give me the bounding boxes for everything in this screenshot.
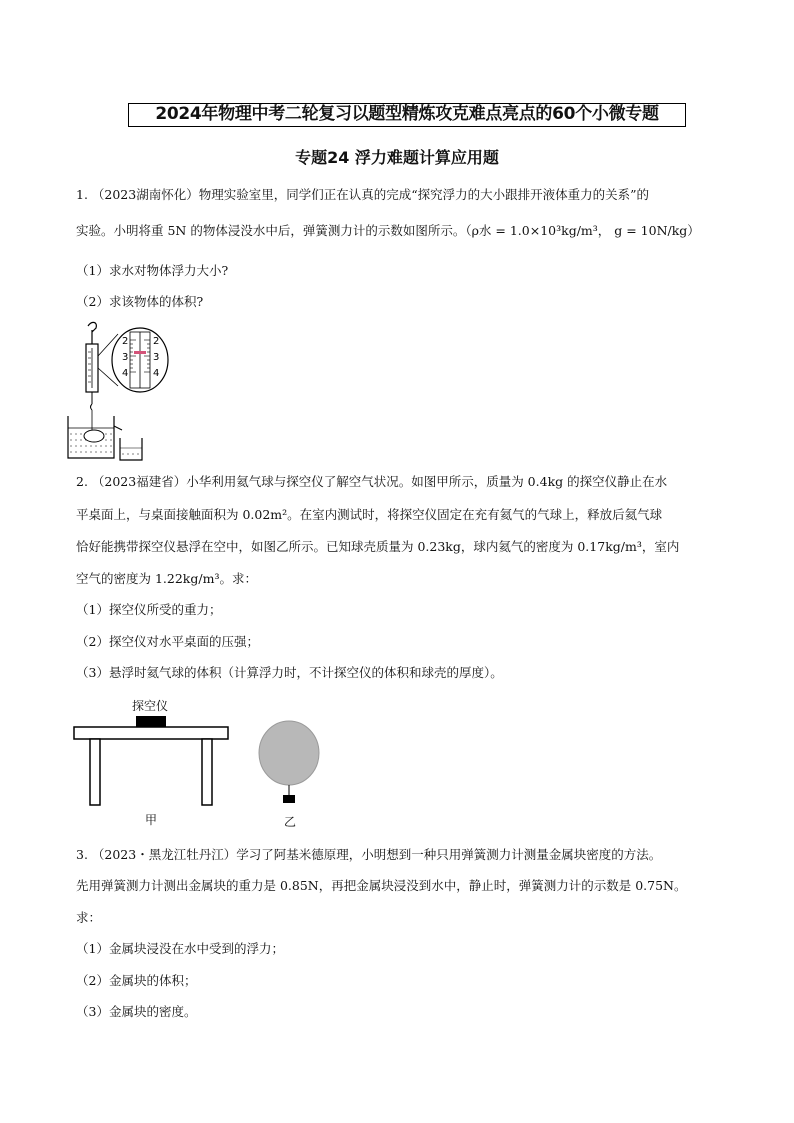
label-yi: 乙: [284, 815, 297, 829]
tick-left-2: 2: [122, 336, 129, 347]
tick-right-4: 4: [153, 368, 160, 379]
label-jia: 甲: [145, 813, 158, 827]
q1-stem-line1: 1. （2023湖南怀化）物理实验室里，同学们正在认真的完成“探究浮力的大小跟排开液体重力的关系”的: [76, 187, 649, 202]
q3-sub3: （3）金属块的密度。: [76, 1004, 197, 1019]
catch-beaker: [120, 438, 142, 460]
series-title: 2024年物理中考二轮复习以题型精炼攻克难点亮点的60个小微专题: [128, 103, 686, 127]
q3-stem-line3: 求：: [76, 910, 102, 925]
q3-stem-line2: 先用弹簧测力计测出金属块的重力是 0.85N，再把金属块浸没到水中，静止时，弹簧测力计的示数是 0.75N。: [76, 878, 687, 893]
q1-figure-spring-scale: [62, 320, 182, 465]
q2-sub1: （1）探空仪所受的重力；: [76, 602, 222, 617]
q3-sub1: （1）金属块浸没在水中受到的浮力；: [76, 941, 284, 956]
q2-stem-line4: 空气的密度为 1.22kg/m³。求：: [76, 571, 257, 586]
q1-sub1: （1）求水对物体浮力大小?: [76, 263, 229, 278]
submerged-object: [84, 430, 104, 442]
q3-stem-line1: 3. （2023・黑龙江牡丹江）学习了阿基米德原理，小明想到一种只用弹簧测力计测量金属块密度的方法。: [76, 847, 662, 862]
tick-left-3: 3: [122, 352, 129, 363]
scale-pointer: [134, 351, 146, 354]
device-label: 探空仪: [132, 699, 169, 713]
probe-device-hanging: [283, 795, 295, 803]
q2-stem-line2: 平桌面上，与桌面接触面积为 0.02m²。在室内测试时，将探空仪固定在充有氦气的气球上，释放后氦气球: [76, 507, 663, 522]
probe-device: [136, 716, 166, 727]
q2-sub3: （3）悬浮时氦气球的体积（计算浮力时，不计探空仪的体积和球壳的厚度）。: [76, 665, 503, 680]
tick-right-2: 2: [153, 336, 160, 347]
tick-right-3: 3: [153, 352, 160, 363]
q2-sub2: （2）探空仪对水平桌面的压强；: [76, 634, 259, 649]
helium-balloon: [259, 721, 319, 785]
table-leg-left: [90, 739, 100, 805]
topic-title: 专题24 浮力难题计算应用题: [295, 148, 499, 167]
q3-sub2: （2）金属块的体积；: [76, 973, 197, 988]
q2-stem-line3: 恰好能携带探空仪悬浮在空中，如图乙所示。已知球壳质量为 0.23kg，球内氦气的密度为 0.17kg/m³，室内: [76, 539, 680, 554]
tick-left-4: 4: [122, 368, 129, 379]
q1-stem-line2: 实验。小明将重 5N 的物体浸没水中后，弹簧测力计的示数如图所示。（ρ水 = 1.0×10³kg/m³， g = 10N/kg）: [76, 223, 700, 238]
table-top: [74, 727, 228, 739]
q2-figure-table-balloon: [70, 712, 340, 812]
table-leg-right: [202, 739, 212, 805]
q2-stem-line1: 2. （2023福建省）小华利用氦气球与探空仪了解空气状况。如图甲所示，质量为 0.4kg 的探空仪静止在水: [76, 474, 668, 489]
q1-sub2: （2）求该物体的体积?: [76, 294, 204, 309]
